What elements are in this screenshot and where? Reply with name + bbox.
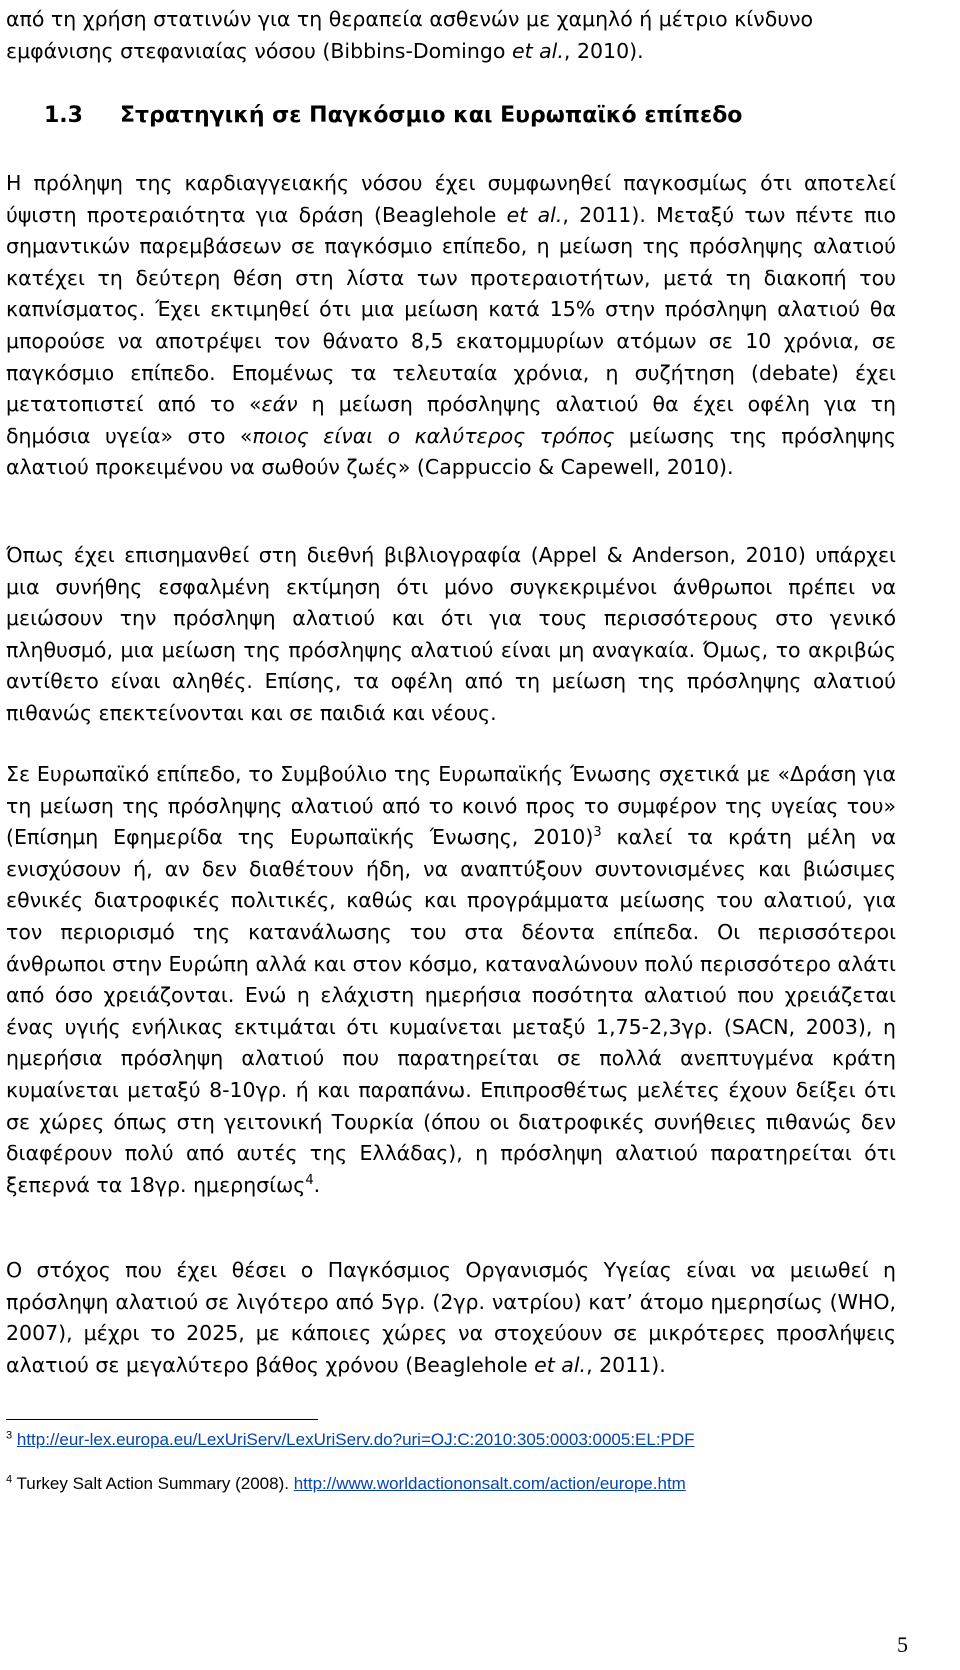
paragraph-4 — [6, 1255, 896, 1381]
paragraph-3-text-b: καλεί τα κράτη μέλη να ενισχύσουν ή, αν δεν διαθέτουν ήδη, να αναπτύξουν συντονισμένες και βιώσιμες εθνικές διατροφικές πολιτικές, καθώς και προγράμματα μείωσης του αλατιού, για τον περιορισμό της κατανάλωσης του στα δέοντα επίπεδα. Οι περισσότεροι άνθρωποι στην Ευρώπη αλλά και στον κόσμο, καταναλώνουν πολύ περισσότερο αλάτι από όσο χρειάζονται. Ενώ η ελάχιστη ημερήσια ποσότητα αλατιού που χρειάζεται ένας υγιής ενήλικας εκτιμάται ότι κυμαίνεται μεταξύ 1,75-2,3γρ. (SACN, 2003), η ημερήσια πρόσληψη αλατιού που παρατηρείται σε πολλά ανεπτυγμένα κράτη κυμαίνεται μεταξύ 8-10γρ. ή και παραπάνω. Επιπροσθέτως μελέτες έχουν δείξει ότι σε χώρες όπως στη γειτονική Τουρκία (όπου οι διατροφικές συνήθειες πιθανώς δεν διαφέρουν πολύ από αυτές της Ελλάδας), η πρόσληψη αλατιού παρατηρείται ότι ξεπερνά τα 18γρ. ημερησίως — [6, 825, 896, 1197]
paragraph-1-text-d: μείωσης της πρόσληψης αλατιού προκειμένου να σωθούν ζωές» (Cappuccio & Capewell, 2010). — [6, 423, 896, 480]
ean-italic: εάν — [261, 392, 298, 417]
footnote-divider — [6, 1419, 318, 1420]
paragraph-3-text-a: Σε Ευρωπαϊκό επίπεδο, το Συμβούλιο της Ευρωπαϊκής Ένωσης σχετικά με «Δράση για τη μείωση της πρόσληψης αλατιού από το κοινό προς το συμφέρον της υγείας του» (Επίσημη Εφημερίδα της Ευρωπαϊκής Ένωσης, 2010) — [6, 762, 896, 850]
poios-italic: ποιος είναι ο καλύτερος τρόπος — [252, 423, 615, 448]
footnote-ref-4[interactable]: 4 — [305, 1172, 314, 1188]
footnote-ref-3[interactable]: 3 — [593, 825, 602, 841]
section-number: 1.3 — [44, 103, 83, 128]
paragraph-3 — [6, 759, 896, 1201]
continued-paragraph — [6, 4, 896, 67]
et-al-italic: et al. — [511, 38, 564, 63]
paragraph-1-text-a: Η πρόληψη της καρδιαγγειακής νόσου έχει συμφωνηθεί παγκοσμίως ότι αποτελεί ύψιστη προτεραιότητα για δράση (Beaglehole — [6, 171, 896, 227]
paragraph-2: Όπως έχει επισημανθεί στη διεθνή βιβλιογραφία (Appel & Anderson, 2010) υπάρχει μια συνήθης εσφαλμένη εκτίμηση ότι μόνο συγκεκριμένοι άνθρωποι πρέπει να μειώσουν την πρόσληψη αλατιού και ότι για τους περισσότερους στο γενικό πληθυσμό, μια μείωση της πρόσληψης αλατιού είναι μη αναγκαία. Όμως, το ακριβώς αντίθετο είναι αληθές. Επίσης, τα οφέλη από τη μείωση της πρόσληψης αλατιού πιθανώς επεκτείνονται και σε παιδιά και νέους. — [6, 543, 896, 725]
footnote-link[interactable]: http://eur-lex.europa.eu/LexUriServ/LexUriServ.do?uri=OJ:C:2010:305:0003:0005:EL:PDF — [16, 1430, 695, 1449]
section-heading — [44, 103, 742, 128]
footnote-link[interactable]: http://www.worldactiononsalt.com/action/europe.htm — [293, 1474, 686, 1493]
footnote-text: Turkey Salt Action Summary (2008). — [16, 1474, 294, 1493]
paragraph-1 — [6, 168, 896, 484]
paragraph-4-text-a: Ο στόχος που έχει θέσει ο Παγκόσμιος Οργανισμός Υγείας είναι να μειωθεί η πρόσληψη αλατιού σε λιγότερο από 5γρ. (2γρ. νατρίου) κατ’ άτομο ημερησίως (WHO, 2007), μέχρι το 2025, με κάποιες χώρες να στοχεύουν σε μικρότερες προσλήψεις αλατιού σε μεγαλύτερο βάθος χρόνου (Beaglehole — [6, 1258, 896, 1377]
paragraph-3-text-c: . — [313, 1172, 321, 1197]
paragraph-1-text-b: , 2011). Μεταξύ των πέντε πιο σημαντικών παρεμβάσεων σε παγκόσμιο επίπεδο, η μείωση της πρόσληψης αλατιού κατέχει τη δεύτερη θέση στη λίστα των προτεραιοτήτων, μετά τη διακοπή του καπνίσματος. Έχει εκτιμηθεί ότι μια μείωση κατά 15% στην πρόσληψη αλατιού θα μπορούσε να αποτρέψει τον θάνατο 8,5 εκατομμυρίων ατόμων σε 10 χρόνια, σε παγκόσμιο επίπεδο. Επομένως τα τελευταία χρόνια, η συζήτηση (debate) έχει μετατοπιστεί από το « — [6, 202, 896, 417]
et-al-italic: et al. — [534, 1352, 587, 1377]
continued-line-2-end: , 2010). — [563, 38, 644, 63]
et-al-italic: et al. — [506, 202, 563, 227]
continued-line-2: εμφάνισης στεφανιαίας νόσου (Bibbins-Domingo — [6, 38, 512, 63]
footnote-mark: 3 — [6, 1429, 13, 1442]
continued-line-1: από τη χρήση στατινών για τη θεραπεία ασθενών με χαμηλό ή μέτριο κίνδυνο — [6, 7, 814, 31]
section-title: Στρατηγική σε Παγκόσμιο και Ευρωπαϊκό επίπεδο — [120, 103, 743, 128]
footnote-4 — [6, 1474, 686, 1494]
footnote-mark: 4 — [6, 1473, 13, 1486]
paragraph-4-text-b: , 2011). — [586, 1352, 666, 1377]
footnote-3 — [6, 1430, 695, 1450]
page-number: 5 — [897, 1632, 908, 1657]
paragraph-1-text-c: η μείωση πρόσληψης αλατιού θα έχει οφέλη για τη δημόσια υγεία» στο « — [6, 392, 896, 448]
